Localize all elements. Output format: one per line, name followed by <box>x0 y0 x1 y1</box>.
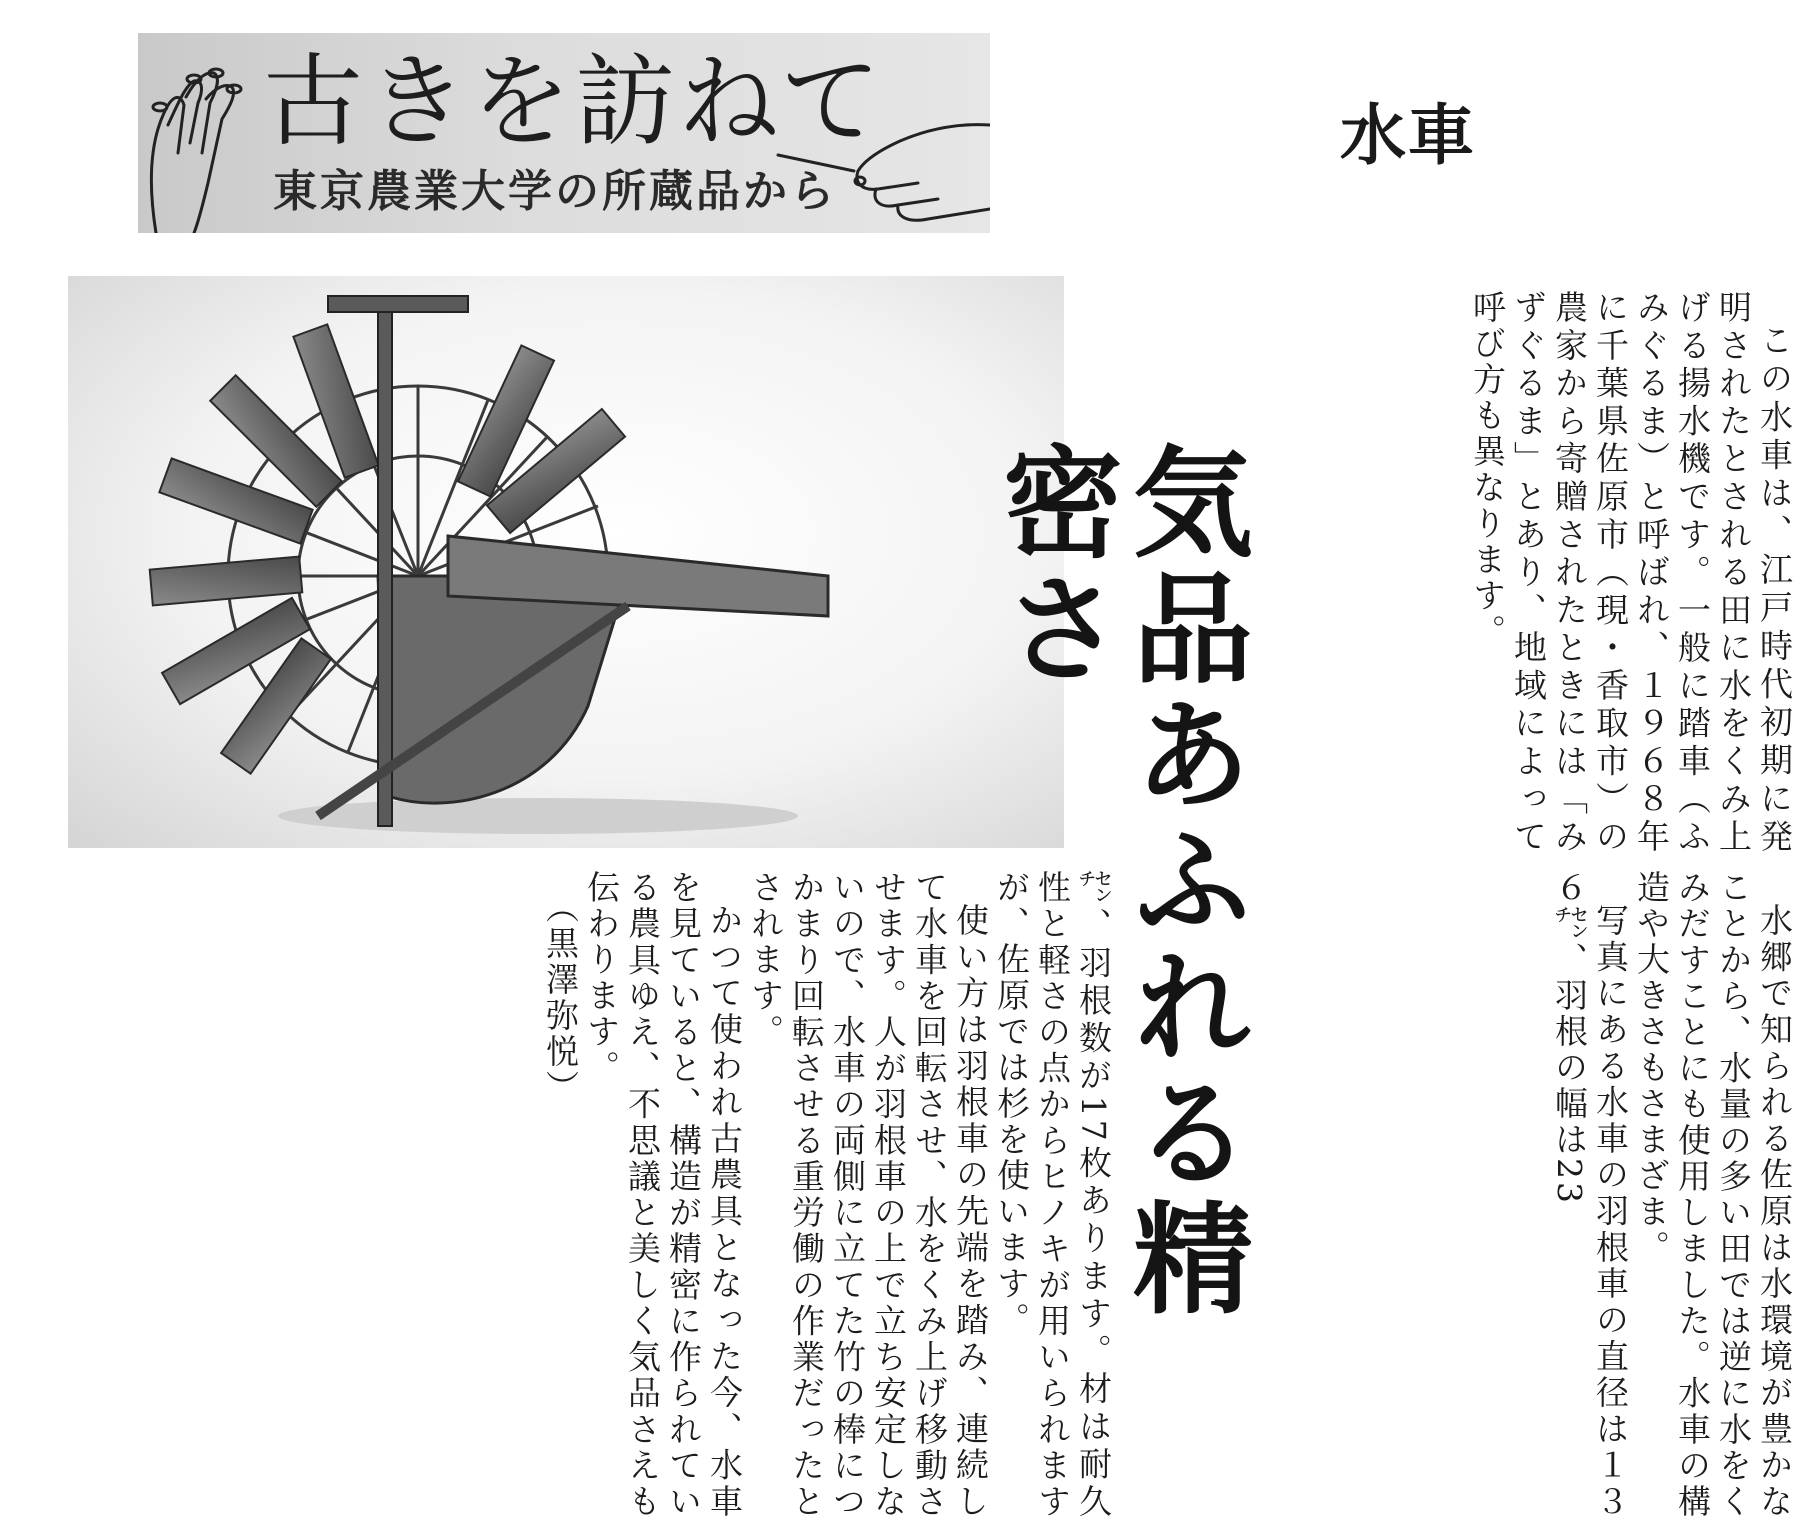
body-text: 、羽根の幅は23 <box>1550 942 1589 1206</box>
body-paragraph: 水郷で知られる佐原は水環境が豊かなことから、水量の多い田では逆に水をくみだすことにも使用しました。水車の構造や大きさもさまざま。 <box>1632 870 1794 1520</box>
unit-centimeter: ㌢ <box>1550 906 1589 942</box>
unit-centimeter: ㌢ <box>1074 870 1113 908</box>
body-paragraph <box>1549 870 1631 1520</box>
waterwheel-photo <box>68 276 1064 848</box>
series-subtitle: 東京農業大学の所蔵品から <box>273 166 837 217</box>
article-subject: 水車 <box>1340 97 1476 174</box>
article-body-lower <box>74 870 1114 1520</box>
series-title: 古きを訪ねて <box>263 43 885 160</box>
body-text: 写真にある水車の羽根車の直径は１３６ <box>1550 870 1630 1520</box>
hand-left-icon <box>151 69 241 233</box>
article-body-middle <box>1295 870 1795 1520</box>
article-body-upper <box>1295 290 1795 855</box>
article-headline: 気品あふれる精密さ <box>983 440 1254 1322</box>
body-paragraph: 使い方は羽根車の先端を踏み、連続して水車を回転させ、水をくみ上げ移動させます。人が羽根車の上で立ち安定しないので、水車の両側に立てた竹の棒につかまり回転させる重労働の作業だったとされます。 <box>746 870 990 1520</box>
series-banner <box>138 33 990 233</box>
body-paragraph: この水車は、江戸時代初期に発明されたとされる田に水をくみ上げる揚水機です。一般に踏車（ふみぐるま）と呼ばれ、１９６８年に千葉県佐原市（現・香取市）の農家から寄贈されたときには「みずぐるま」とあり、地域によって呼び方も異なります。 <box>1468 290 1794 855</box>
body-text: 、羽根数が17枚あります。材は耐久性と軽さの点からヒノキが用いられますが、佐原では杉を使います。 <box>992 870 1113 1520</box>
body-paragraph <box>991 870 1114 1520</box>
waterwheel-photo-icon <box>68 276 1064 848</box>
byline-paragraph <box>540 870 581 1520</box>
body-paragraph: かつて使われ古農具となった今、水車を見ていると、構造が精密に作られている農具ゆえ、不思議と美しく気品さえも伝わります。 <box>582 870 744 1520</box>
byline: （黒澤弥悦） <box>541 889 580 1106</box>
